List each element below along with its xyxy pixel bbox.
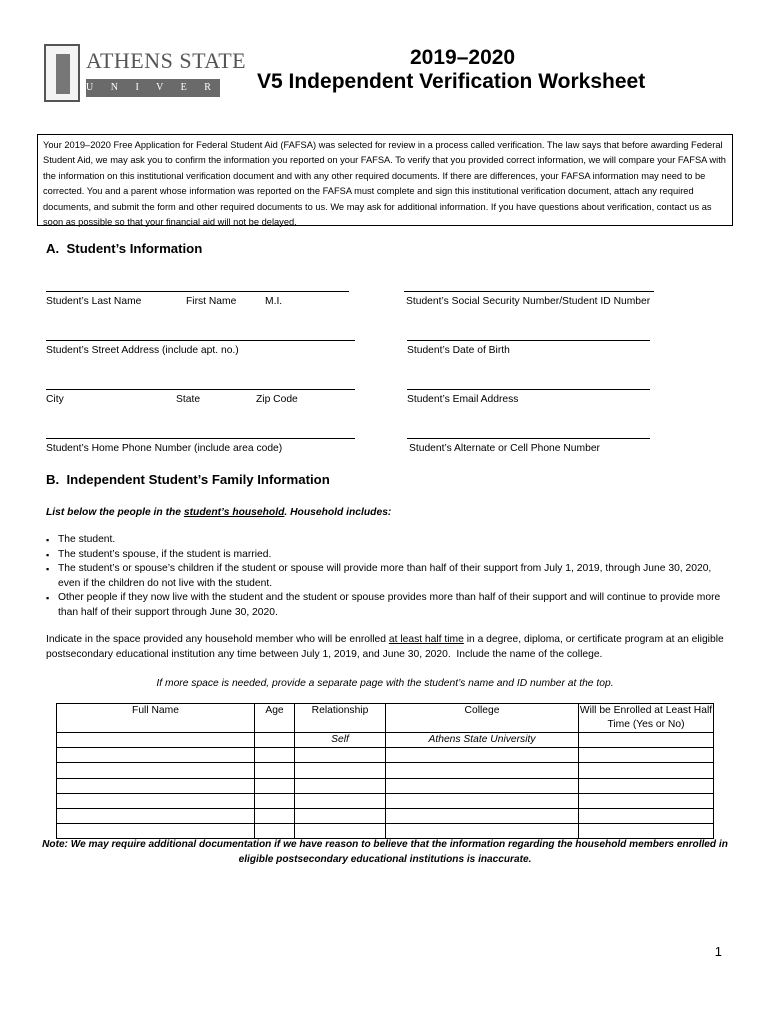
cell-enrolled[interactable]	[579, 748, 714, 763]
title-text: V5 Independent Verification Worksheet	[257, 70, 646, 93]
cell-enrolled[interactable]	[579, 824, 714, 839]
table-row	[57, 778, 714, 793]
cell-name[interactable]	[57, 793, 255, 808]
first-name-label: First Name	[186, 296, 237, 307]
header-enrolled: Will be Enrolled at Least Half Time (Yes or No)	[579, 704, 714, 733]
household-intro-underlined: student’s household	[183, 507, 285, 518]
list-item: ▪ The student’s spouse, if the student is married.	[46, 548, 726, 563]
cell-name[interactable]	[57, 733, 255, 748]
dob-field-line[interactable]	[407, 340, 650, 341]
table-row	[57, 748, 714, 763]
ssn-field-line[interactable]	[404, 291, 654, 292]
home-phone-label: Student’s Home Phone Number (include area code)	[46, 443, 283, 454]
logo-name: ATHENS STATE	[86, 48, 247, 73]
cell-enrolled[interactable]	[579, 733, 714, 748]
city-label: City	[46, 394, 64, 405]
section-a-heading: A. Student’s Information	[46, 241, 203, 256]
email-label: Student’s Email Address	[407, 394, 519, 405]
logo-subtitle: U N I V E R S I T Y	[86, 79, 220, 97]
header-full-name: Full Name	[57, 704, 255, 733]
cell-enrolled[interactable]	[579, 778, 714, 793]
cell-college[interactable]	[386, 793, 579, 808]
note-line-1: Note: We may require additional documentation if we have reason to believe that the information regarding the household members enrolled in	[42, 839, 728, 850]
household-table	[56, 703, 714, 839]
cell-college[interactable]	[386, 763, 579, 778]
table-row	[57, 733, 714, 748]
cell-relationship[interactable]	[295, 778, 386, 793]
table-header-row	[57, 704, 714, 733]
cell-relationship[interactable]: Self	[295, 733, 386, 748]
cell-name[interactable]	[57, 808, 255, 823]
city-field-line[interactable]	[46, 389, 355, 390]
cell-name[interactable]	[57, 824, 255, 839]
home-phone-field-line[interactable]	[46, 438, 355, 439]
last-name-label: Student’s Last Name	[46, 296, 142, 307]
cell-college[interactable]	[386, 824, 579, 839]
email-field-line[interactable]	[407, 389, 650, 390]
address-label: Student’s Street Address (include apt. no.)	[46, 345, 239, 356]
header-relationship: Relationship	[295, 704, 386, 733]
documentation-note	[20, 838, 750, 867]
header-college: College	[386, 704, 579, 733]
cell-relationship[interactable]	[295, 808, 386, 823]
cell-enrolled[interactable]	[579, 808, 714, 823]
cell-college[interactable]	[386, 778, 579, 793]
enrollment-instructions	[46, 633, 726, 662]
cell-age[interactable]	[255, 778, 295, 793]
household-intro-post: . Household includes:	[284, 507, 392, 518]
note-line-2: eligible postsecondary educational institutions is inaccurate.	[238, 853, 532, 865]
cell-enrolled[interactable]	[579, 763, 714, 778]
section-b-heading: B. Independent Student’s Family Information	[46, 472, 330, 487]
cell-phone-label: Student’s Alternate or Cell Phone Number	[409, 443, 600, 454]
table-row	[57, 824, 714, 839]
cell-name[interactable]	[57, 763, 255, 778]
cell-age[interactable]	[255, 824, 295, 839]
mi-label: M.I.	[265, 296, 283, 307]
intro-box: Your 2019–2020 Free Application for Federal Student Aid (FAFSA) was selected for review in a process called verification. The law says that before awarding Federal Student Aid, we may ask you to confirm the information you reported on your FAFSA. To verify that you provided correct information, we will compare your FAFSA with the information on this institutional verification document and with any other required documents. If there are differences, your FAFSA information may need to be corrected. You and a parent whose information was reported on the FAFSA must complete and sign this institutional verification document, attach any required documents, and submit the form and other required documents to us. We may ask for additional information. If you have questions about verification, contact us as soon as possible so that your financial aid will not be delayed.	[37, 134, 733, 226]
zip-label: Zip Code	[256, 394, 298, 405]
table-row	[57, 793, 714, 808]
instructions-underlined: at least half time	[388, 634, 464, 645]
cell-age[interactable]	[255, 808, 295, 823]
column-emblem-icon	[44, 44, 80, 102]
household-intro-pre: List below the people in the	[46, 507, 184, 518]
more-space-note: If more space is needed, provide a separate page with the student’s name and ID number at the top.	[156, 678, 614, 689]
cell-college[interactable]	[386, 748, 579, 763]
ssn-label: Student’s Social Security Number/Student ID Number	[406, 296, 651, 307]
table-row	[57, 808, 714, 823]
address-field-line[interactable]	[46, 340, 355, 341]
household-intro	[46, 506, 391, 521]
dob-label: Student’s Date of Birth	[407, 345, 510, 356]
cell-age[interactable]	[255, 763, 295, 778]
household-list	[46, 533, 726, 620]
page-number: 1	[714, 944, 722, 959]
instructions-post: in a degree, diploma, or certificate program at an eligible postsecondary educational institution any time between July 1, 2019, and June 30, 2020. Include the name of the college.	[46, 634, 724, 660]
cell-relationship[interactable]	[295, 824, 386, 839]
list-item: ▪ The student.	[46, 533, 726, 548]
page-title	[250, 46, 770, 94]
title-year: 2019–2020	[410, 46, 516, 69]
cell-age[interactable]	[255, 733, 295, 748]
cell-name[interactable]	[57, 778, 255, 793]
cell-college[interactable]: Athens State University	[386, 733, 579, 748]
cell-age[interactable]	[255, 748, 295, 763]
name-field-line[interactable]	[46, 291, 349, 292]
cell-name[interactable]	[57, 748, 255, 763]
table-row	[57, 763, 714, 778]
cell-relationship[interactable]	[295, 793, 386, 808]
cell-relationship[interactable]	[295, 763, 386, 778]
list-item: ▪ Other people if they now live with the student and the student or spouse provides more than half of their support and will continue to provide more than half of their support through June 30, 2020.	[46, 591, 726, 620]
athens-state-logo	[44, 44, 310, 102]
state-label: State	[176, 394, 201, 405]
cell-relationship[interactable]	[295, 748, 386, 763]
cell-enrolled[interactable]	[579, 793, 714, 808]
header-age: Age	[255, 704, 295, 733]
cell-phone-field-line[interactable]	[407, 438, 650, 439]
instructions-pre: Indicate in the space provided any household member who will be enrolled	[46, 634, 389, 645]
cell-college[interactable]	[386, 808, 579, 823]
cell-age[interactable]	[255, 793, 295, 808]
list-item: ▪ The student’s or spouse’s children if the student or spouse will provide more than half of their support from July 1, 2019, through June 30, 2020, even if the children do not live with the student.	[46, 562, 726, 591]
